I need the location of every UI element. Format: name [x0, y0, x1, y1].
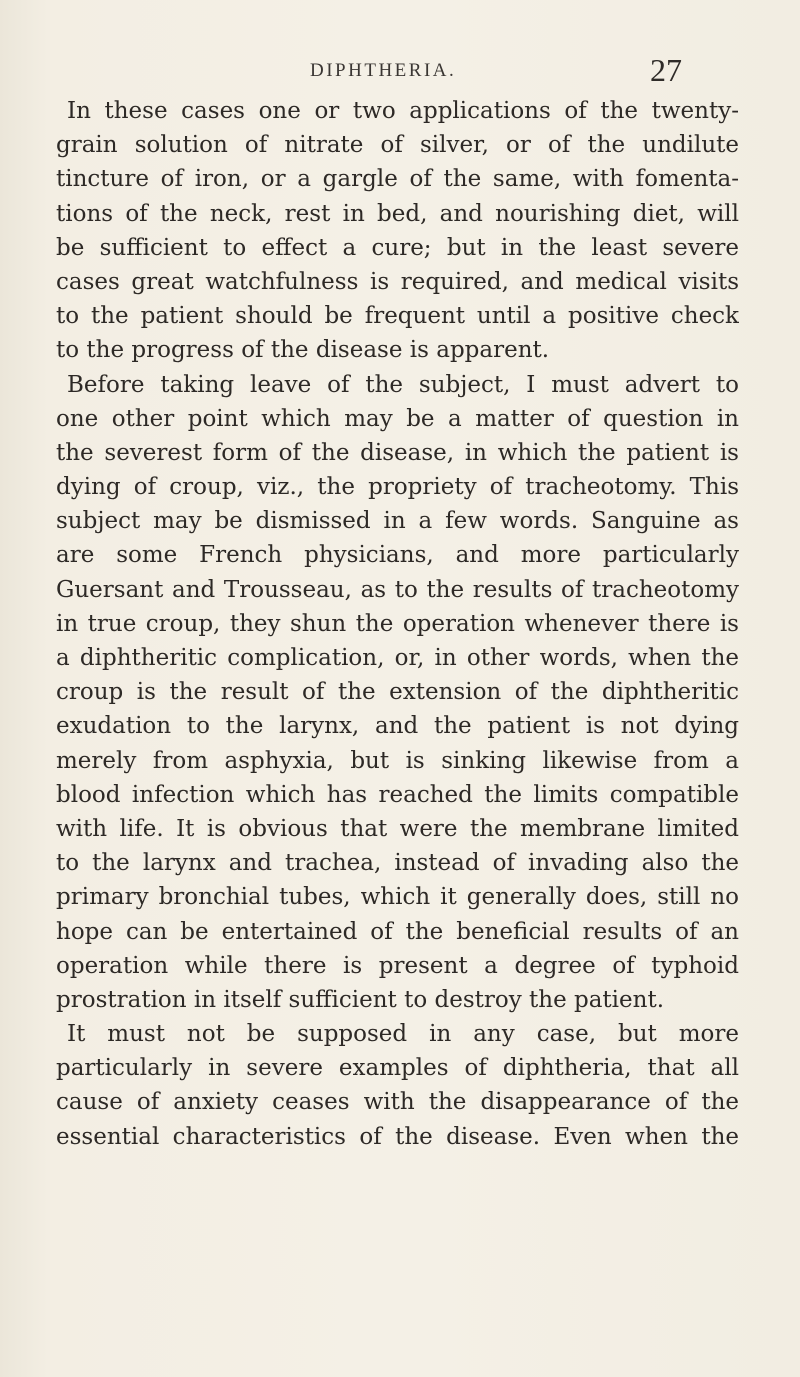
- text-line: In these cases one or two applications of the twenty-: [67, 98, 739, 124]
- text-line: with life. It is obvious that were the membrane limited: [56, 815, 739, 842]
- page-number: 27: [650, 52, 682, 88]
- running-title: DIPHTHERIA.: [310, 60, 457, 81]
- text-line: Guersant and Trousseau, as to the results of tracheotomy: [56, 576, 739, 603]
- text-line: particularly in severe examples of diphtheria, that all: [56, 1055, 739, 1082]
- text-line: subject may be dismissed in a few words. Sanguine as: [56, 508, 739, 535]
- text-line: exudation to the larynx, and the patient is not dying: [56, 713, 739, 740]
- text-line: in true croup, they shun the operation whenever there is: [56, 610, 739, 637]
- text-line: tincture of iron, or a gargle of the same, with fomenta-: [56, 166, 739, 193]
- text-line: primary bronchial tubes, which it generally does, still no: [56, 884, 739, 911]
- running-head: [0, 52, 800, 92]
- body-text: [56, 94, 739, 1154]
- text-line: to the larynx and trachea, instead of invading also the: [56, 850, 739, 877]
- text-line: be sufficient to effect a cure; but in the least severe: [56, 234, 739, 261]
- text-line: a diphtheritic complication, or, in other words, when the: [56, 645, 739, 671]
- text-line: tions of the neck, rest in bed, and nourishing diet, will: [56, 200, 739, 227]
- text-line: operation while there is present a degree of typhoid: [56, 952, 739, 979]
- text-line: grain solution of nitrate of silver, or of the undilute: [56, 132, 739, 159]
- text-line: are some French physicians, and more particularly: [56, 542, 739, 569]
- text-line: croup is the result of the extension of the diphtheritic: [56, 679, 739, 706]
- text-line: dying of croup, viz., the propriety of tracheotomy. This: [56, 474, 739, 501]
- text-line: the severest form of the disease, in which the patient is: [56, 439, 739, 466]
- text-line: merely from asphyxia, but is sinking likewise from a: [56, 747, 739, 774]
- text-line: prostration in itself sufficient to destroy the patient.: [56, 986, 665, 1013]
- text-line: one other point which may be a matter of question in: [56, 405, 739, 432]
- text-line: Before taking leave of the subject, I must advert to: [67, 371, 739, 398]
- text-line: to the patient should be frequent until a positive check: [56, 303, 739, 330]
- text-line: It must not be supposed in any case, but more: [67, 1021, 739, 1048]
- text-line: to the progress of the disease is apparent.: [56, 337, 550, 364]
- text-line: hope can be entertained of the beneficial results of an: [56, 918, 739, 945]
- text-line: cases great watchfulness is required, and medical visits: [56, 268, 739, 295]
- text-line: essential characteristics of the disease. Even when the: [56, 1123, 739, 1150]
- text-line: cause of anxiety ceases with the disappearance of the: [56, 1089, 739, 1116]
- text-line: blood infection which has reached the limits compatible: [56, 781, 739, 808]
